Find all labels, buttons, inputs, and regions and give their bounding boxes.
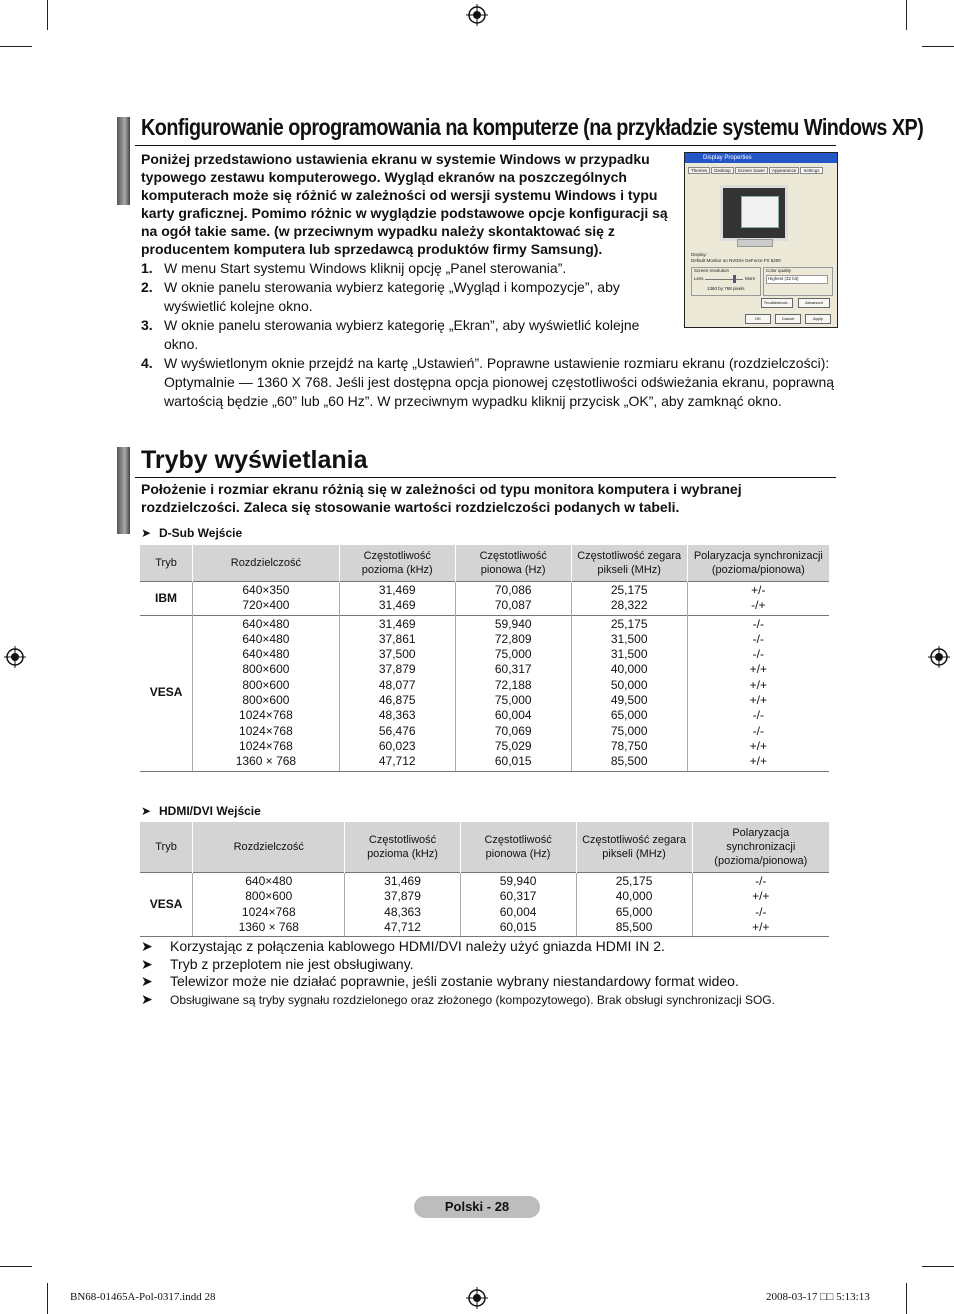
section-accent-bar — [117, 117, 130, 205]
cell-value: 720×400 — [242, 598, 290, 613]
cell-value: 31,469 — [378, 616, 416, 631]
step-item — [141, 278, 654, 316]
cell-value: 800×600 — [245, 889, 293, 904]
cell-value: 800×600 — [242, 662, 290, 677]
window-preview — [741, 196, 779, 228]
page-number-badge: Polski - 28 — [414, 1196, 540, 1218]
more-label: More — [745, 276, 756, 281]
cell-clk — [571, 582, 687, 616]
cell-value: 50,000 — [610, 677, 648, 692]
dsub-label-text: D-Sub Wejście — [159, 526, 243, 540]
registration-mark-icon — [4, 646, 26, 668]
section-title-display-modes: Tryby wyświetlania — [141, 446, 368, 474]
title-underline — [135, 145, 836, 146]
cell-value: 1024×768 — [239, 738, 293, 753]
note-item — [141, 991, 841, 1010]
cell-value: 85,500 — [615, 919, 653, 934]
cell-value: 640×480 — [242, 647, 290, 662]
cell-h — [339, 582, 455, 616]
col-header: Rozdzielczość — [193, 545, 340, 582]
cell-value: 60,004 — [499, 904, 537, 919]
step-item — [141, 259, 654, 278]
cell-value: 85,500 — [610, 754, 648, 769]
cell-value: 60,023 — [378, 738, 416, 753]
resolution-value: 1360 by 768 pixels — [707, 286, 745, 291]
cell-value: +/+ — [749, 677, 767, 692]
col-header: Częstotliwość zegara pikseli (MHz) — [576, 822, 692, 873]
crop-mark — [922, 1266, 954, 1267]
crop-mark — [906, 1283, 907, 1314]
cell-value: 48,363 — [378, 708, 416, 723]
tab-screen-saver: Screen Saver — [735, 167, 768, 174]
cell-value: 1360 × 768 — [235, 754, 297, 769]
cell-value: 48,077 — [378, 677, 416, 692]
cell-value: +/+ — [752, 919, 770, 934]
step-text: W wyświetlonym oknie przejdź na kartę „Ustawień”. Poprawne ustawienie rozmiaru ekranu (rozdzielczości): Optymalnie — 1360 X 768. Jeśli jest dostępna opcja pionowej częstotliwości odświeżania ekranu, poprawną wartością będzie „60” lub „60 Hz”. W przeciwnym wypadku kliknij przycisk „OK”, aby zamknąć okno. — [164, 355, 835, 409]
steps-list — [141, 259, 841, 411]
cell-value: 46,875 — [378, 693, 416, 708]
cell-value: 640×350 — [242, 583, 290, 597]
cell-value: +/+ — [752, 889, 770, 904]
intro-paragraph: Poniżej przedstawiono ustawienia ekranu w systemie Windows w przypadku typowego zestawu komputerowego. Wygląd ekranów na poszczególnych komputerach może się różnić w zależności od wersji systemu Windows i typu karty graficznej. Pomimo różnic w wyglądzie podstawowe opcje konfiguracji są na ogół takie same. (w przeciwnym wypadku należy skontaktować się z producentem komputera lub sprzedawcą produktów firmy Samsung). — [141, 151, 668, 257]
table-row — [140, 873, 829, 937]
cell-value: 72,809 — [494, 631, 532, 646]
table-header-row — [140, 545, 829, 582]
cell-value: -/- — [752, 631, 764, 646]
crop-mark — [0, 46, 32, 47]
cell-value: 75,000 — [494, 693, 532, 708]
arrow-icon: ➤ — [141, 938, 153, 954]
arrow-icon: ➤ — [141, 973, 153, 989]
cell-res — [193, 873, 345, 937]
cell-value: 37,879 — [384, 889, 421, 904]
footer-timestamp: 2008-03-17 □□ 5:13:13 — [766, 1291, 870, 1303]
cell-value: 640×480 — [245, 874, 293, 888]
registration-mark-icon — [466, 1287, 488, 1309]
mode-cell: VESA — [140, 615, 193, 771]
cell-value: 75,000 — [610, 723, 648, 738]
hdmi-label — [141, 804, 261, 818]
cell-value: -/- — [752, 708, 764, 723]
step-text: W oknie panelu sterowania wybierz kategorię „Wygląd i kompozycje”, aby wyświetlić kolejne okno. — [164, 279, 620, 314]
cell-value: 31,469 — [378, 583, 416, 597]
cell-value: 56,476 — [378, 723, 416, 738]
mode-cell: VESA — [140, 873, 193, 937]
cell-value: 37,879 — [378, 662, 416, 677]
cell-value: 37,861 — [378, 631, 416, 646]
cell-value: -/- — [755, 904, 767, 919]
step-item — [141, 354, 839, 411]
cell-value: 75,029 — [494, 738, 532, 753]
note-text: Telewizor może nie działać poprawnie, jeśli zostanie wybrany niestandardowy format wideo. — [170, 973, 739, 989]
resolution-label: Screen resolution — [694, 268, 730, 273]
ok-button: OK — [745, 314, 771, 324]
monitor-preview — [720, 185, 788, 241]
cell-value: 60,317 — [499, 889, 537, 904]
monitor-stand — [737, 239, 773, 247]
cell-value: 800×600 — [242, 677, 290, 692]
col-header: Częstotliwość pionowa (Hz) — [460, 822, 576, 873]
col-header: Polaryzacja synchronizacji (pozioma/pionowa) — [692, 822, 829, 873]
cell-value: 1024×768 — [239, 708, 293, 723]
cell-value: -/- — [752, 616, 764, 631]
arrow-icon: ➤ — [141, 526, 152, 540]
notes-list — [141, 938, 841, 1009]
cell-value: 640×480 — [242, 616, 290, 631]
tab-desktop: Desktop — [711, 167, 734, 174]
note-text: Korzystając z połączenia kablowego HDMI/DVI należy użyć gniazda HDMI IN 2. — [170, 938, 665, 954]
cell-pol — [692, 873, 829, 937]
step-item — [141, 316, 654, 354]
crop-mark — [0, 1266, 32, 1267]
cell-value: 60,015 — [499, 919, 537, 934]
step-number: 1. — [141, 260, 153, 276]
cell-value: 59,940 — [499, 874, 537, 888]
section-accent-bar — [117, 447, 130, 534]
less-label: Less — [694, 276, 704, 281]
cell-value: 800×600 — [242, 693, 290, 708]
cell-pol — [687, 582, 829, 616]
cell-clk — [576, 873, 692, 937]
cell-value: 78,750 — [610, 738, 648, 753]
cell-res — [193, 582, 340, 616]
display-label: Display: — [691, 252, 708, 257]
cancel-button: Cancel — [775, 314, 801, 324]
registration-mark-icon — [466, 4, 488, 26]
tab-settings: Settings — [800, 167, 822, 174]
note-item — [141, 938, 841, 956]
cell-value: 60,004 — [494, 708, 532, 723]
cell-value: 60,317 — [494, 662, 532, 677]
crop-mark — [47, 0, 48, 30]
cell-value: 1024×768 — [241, 904, 296, 919]
dialog-tabs — [688, 167, 824, 174]
cell-value: 31,500 — [610, 631, 648, 646]
note-item — [141, 973, 841, 991]
dsub-label — [141, 526, 242, 540]
cell-value: 1360 × 768 — [238, 919, 299, 934]
footer-file-info: BN68-01465A-Pol-0317.indd 28 — [70, 1291, 216, 1303]
intro-paragraph-2: Położenie i rozmiar ekranu różnią się w zależności od typu monitora komputera i wybranej rozdzielczości. Zaleca się stosowanie wartości rozdzielczości podanych w tabeli. — [141, 481, 742, 515]
apply-button: Apply — [805, 314, 831, 324]
hdmi-label-text: HDMI/DVI Wejście — [159, 804, 261, 818]
cell-value: +/+ — [749, 662, 767, 677]
cell-value: +/- — [751, 583, 766, 597]
col-header: Częstotliwość pozioma (kHz) — [339, 545, 455, 582]
registration-mark-icon — [928, 646, 950, 668]
col-header: Tryb — [140, 545, 193, 582]
cell-value: +/+ — [749, 738, 767, 753]
color-label: Color quality — [766, 268, 792, 273]
cell-res — [193, 615, 340, 771]
table-row — [140, 582, 829, 616]
cell-v — [455, 582, 571, 616]
dialog-title: Display Properties — [685, 153, 837, 163]
cell-value: 47,712 — [378, 754, 416, 769]
advanced-button: Advanced — [798, 298, 830, 308]
cell-value: 59,940 — [494, 616, 532, 631]
step-number: 4. — [141, 355, 153, 371]
cell-v — [455, 615, 571, 771]
col-header: Rozdzielczość — [193, 822, 345, 873]
cell-value: 40,000 — [615, 889, 653, 904]
cell-value: 1024×768 — [239, 723, 293, 738]
cell-value: 31,469 — [378, 598, 416, 613]
cell-value: -/+ — [751, 598, 766, 613]
note-text: Tryb z przeplotem nie jest obsługiwany. — [170, 955, 414, 972]
tab-appearance: Appearance — [769, 167, 799, 174]
cell-h — [339, 615, 455, 771]
arrow-icon: ➤ — [141, 804, 152, 818]
crop-mark — [906, 0, 907, 30]
color-value: Highest (32 bit) — [768, 276, 799, 281]
cell-value: -/- — [752, 647, 764, 662]
cell-value: 31,469 — [384, 874, 421, 888]
cell-value: 640×480 — [242, 631, 290, 646]
step-text: W oknie panelu sterowania wybierz kategorię „Ekran”, aby wyświetlić kolejne okno. — [164, 317, 640, 352]
note-text: Obsługiwane są tryby sygnału rozdzielonego oraz złożonego (kompozytowego). Brak obsługi synchronizacji SOG. — [170, 992, 775, 1007]
cell-value: 25,175 — [610, 583, 648, 597]
cell-value: 37,500 — [378, 647, 416, 662]
step-text: W menu Start systemu Windows kliknij opcję „Panel sterowania”. — [164, 260, 567, 276]
cell-value: 72,188 — [494, 677, 532, 692]
arrow-icon: ➤ — [141, 990, 153, 1007]
title-underline — [135, 477, 836, 478]
cell-value: +/+ — [749, 754, 767, 769]
step-number: 3. — [141, 317, 153, 333]
cell-value: 70,086 — [494, 583, 532, 597]
cell-h — [345, 873, 460, 937]
step-number: 2. — [141, 279, 153, 295]
cell-value: -/- — [752, 723, 764, 738]
col-header: Tryb — [140, 822, 193, 873]
cell-value: 47,712 — [384, 919, 421, 934]
cell-value: +/+ — [749, 693, 767, 708]
cell-value: 28,322 — [610, 598, 648, 613]
col-header: Częstotliwość pozioma (kHz) — [345, 822, 460, 873]
col-header: Polaryzacja synchronizacji (pozioma/pionowa) — [687, 545, 829, 582]
cell-value: 70,087 — [494, 598, 532, 613]
note-item — [141, 956, 841, 974]
cell-value: 25,175 — [610, 616, 648, 631]
cell-value: 70,069 — [494, 723, 532, 738]
cell-value: 49,500 — [610, 693, 648, 708]
cell-clk — [571, 615, 687, 771]
hdmi-table — [140, 822, 829, 937]
cell-pol — [687, 615, 829, 771]
cell-value: 75,000 — [494, 647, 532, 662]
cell-v — [460, 873, 576, 937]
cell-value: 40,000 — [610, 662, 648, 677]
arrow-icon: ➤ — [141, 955, 153, 972]
crop-mark — [47, 1283, 48, 1314]
mode-cell: IBM — [140, 582, 193, 616]
dsub-table — [140, 545, 829, 772]
cell-value: 65,000 — [615, 904, 653, 919]
col-header: Częstotliwość zegara pikseli (MHz) — [571, 545, 687, 582]
cell-value: 60,015 — [494, 754, 532, 769]
cell-value: -/- — [755, 874, 767, 888]
table-row — [140, 615, 829, 771]
tab-themes: Themes — [688, 167, 710, 174]
troubleshoot-button: Troubleshoot... — [761, 298, 793, 308]
table-header-row — [140, 822, 829, 873]
cell-value: 65,000 — [610, 708, 648, 723]
section-title-config: Konfigurowanie oprogramowania na komputerze (na przykładzie systemu Windows XP) — [141, 114, 924, 140]
cell-value: 31,500 — [610, 647, 648, 662]
cell-value: 48,363 — [384, 904, 421, 919]
crop-mark — [922, 46, 954, 47]
cell-value: 25,175 — [615, 874, 653, 888]
col-header: Częstotliwość pionowa (Hz) — [455, 545, 571, 582]
display-value: Default Monitor on NVIDIA GeForce FX 5200 — [691, 258, 781, 263]
